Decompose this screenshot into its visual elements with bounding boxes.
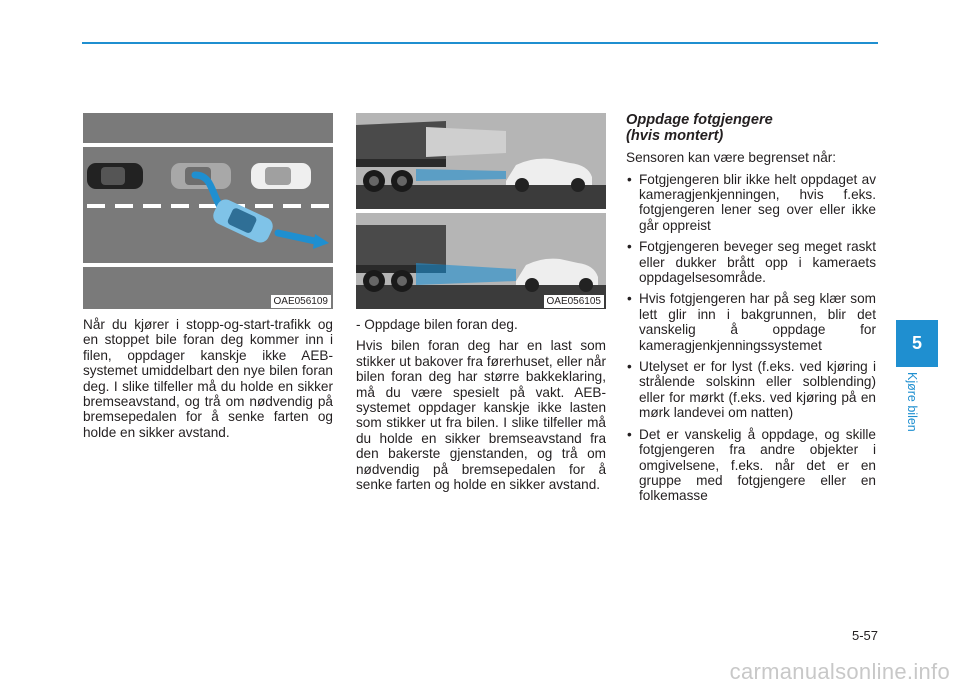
intro-text: Sensoren kan være begrenset når:: [626, 150, 837, 166]
list-item: • Fotgjengeren blir ikke helt oppdaget av kameragjenkjenningen, hvis f.eks. fotgjengeren lener seg over eller ikke går oppreist: [626, 172, 876, 234]
page-number: 5-57: [851, 628, 878, 643]
column-1: [83, 113, 333, 446]
truck-overhang-illustration: [356, 113, 606, 309]
list-item: • Det er vanskelig å oppdage, og skille fotgjengeren fra andre objekter i omgivelsene, f.eks. når det er en gruppe med fotgjengere eller en folkemasse: [626, 427, 876, 504]
header-rule: [82, 42, 878, 44]
list-item: • Utelyset er for lyst (f.eks. ved kjøring i strålende solskinn eller solblending) eller for mørkt (f.eks. ved kjøring på en mørk landevei om natten): [626, 359, 876, 421]
car-dark: [87, 163, 143, 189]
paragraph: Når du kjører i stopp-og-start-trafikk og en stoppet bile foran deg kommer inn i filen, oppdager kanskje ikke AEB-systemet umiddelbart den nye bilen foran deg. I slike tilfeller må du holde en sikker bremseavstand, og trå om nødvendig på bremsepedalen for å senke farten og holde en sikker avstand.: [83, 317, 333, 440]
figure-truck-overhang: [356, 113, 606, 309]
watermark: carmanualsonline.info: [729, 659, 950, 684]
list-item: • Fotgjengeren beveger seg meget raskt eller dukker brått opp i kameraets oppdagelsesområde.: [626, 239, 876, 285]
paragraph: Hvis bilen foran deg har en last som stikker ut bakover fra førerhuset, eller når bilen foran deg har større bakkeklaring, må du være spesielt på vakt. AEB-systemet oppdager kanskje ikke lasten som stikker ut fra bilen. I slike tilfeller må du holde en sikker bremseavstand fra den bakerste gjenstanden, og trå om nødvendig på bremsepedalen for å senke farten og holde en sikker avstand.: [356, 338, 606, 493]
column-3: [626, 113, 876, 510]
figure-lane-change: [83, 113, 333, 309]
heading-line-1: Oppdage fotgjengere: [626, 112, 773, 128]
chapter-title: Kjøre bilen: [905, 372, 919, 432]
list-item: - Oppdage bilen foran deg.: [356, 317, 518, 332]
figure-code: OAE056109: [271, 295, 332, 308]
lane-change-illustration: [83, 113, 333, 309]
section-heading: [626, 113, 876, 144]
chapter-tab: 5: [896, 320, 938, 367]
column-2: [356, 113, 606, 498]
heading-line-2: (hvis montert): [626, 127, 724, 144]
car-white: [251, 163, 311, 189]
panel-top: [356, 113, 606, 209]
bullet-list: [626, 172, 876, 504]
figure-code: OAE056105: [544, 295, 605, 308]
list-item: • Hvis fotgjengeren har på seg klær som lett glir inn i bakgrunnen, blir det vanskelig å oppdage for kameragjenkjenningssystemet: [626, 291, 876, 353]
